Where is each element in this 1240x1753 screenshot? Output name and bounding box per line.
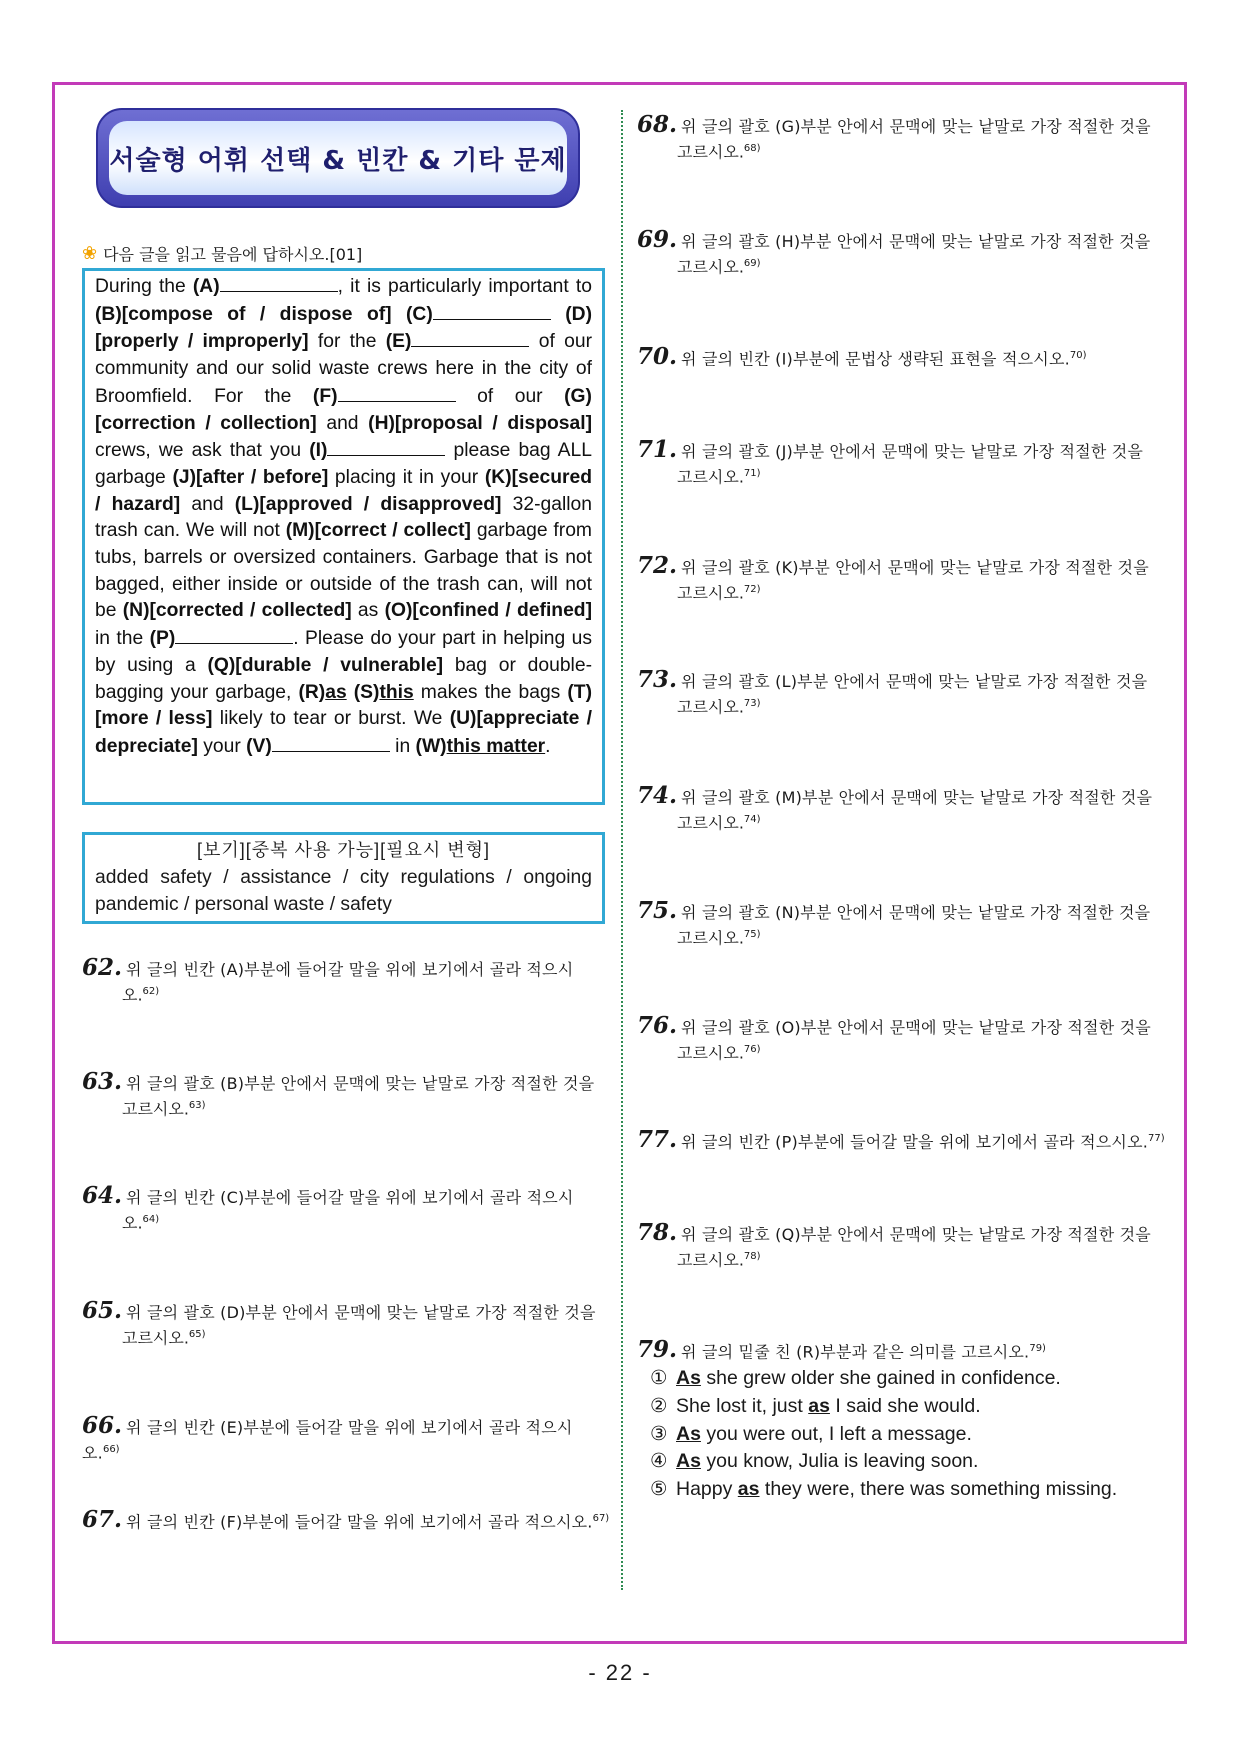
blank-e xyxy=(411,328,529,347)
blank-a xyxy=(220,273,338,292)
question-64: 64. 위 글의 빈칸 (C)부분에 들어갈 말을 위에 보기에서 골라 적으시 오.$^{64)}$ xyxy=(82,1182,574,1233)
question-78: 78. 위 글의 괄호 (Q)부분 안에서 문맥에 맞는 낱말로 가장 적절한 것을 고르시오.$^{78)}$ xyxy=(637,1219,1151,1270)
page-number: - 22 - xyxy=(588,1660,652,1685)
option-4[interactable]: ④ As you know, Julia is leaving soon. xyxy=(650,1450,979,1473)
instruction xyxy=(82,242,362,265)
word-box xyxy=(82,832,605,924)
question-68: 68. 위 글의 괄호 (G)부분 안에서 문맥에 맞는 낱말로 가장 적절한 것을 고르시오.$^{68)}$ xyxy=(637,111,1151,162)
blank-i xyxy=(327,437,445,456)
answer-options xyxy=(650,1365,1117,1504)
section-title-banner xyxy=(96,108,580,208)
question-79: 79. 위 글의 밑줄 친 (R)부분과 같은 의미를 고르시오.$^{79)}$ xyxy=(637,1336,1046,1364)
question-73: 73. 위 글의 괄호 (L)부분 안에서 문맥에 맞는 낱말로 가장 적절한 것을 고르시오.$^{73)}$ xyxy=(637,666,1148,717)
option-5[interactable]: ⑤ Happy as they were, there was something missing. xyxy=(650,1478,1118,1501)
blank-c xyxy=(433,301,551,320)
question-74: 74. 위 글의 괄호 (M)부분 안에서 문맥에 맞는 낱말로 가장 적절한 것을 고르시오.$^{74)}$ xyxy=(637,782,1153,833)
option-2[interactable]: ② She lost it, just as I said she would. xyxy=(650,1394,981,1417)
option-3[interactable]: ③ As you were out, I left a message. xyxy=(650,1422,972,1445)
question-71: 71. 위 글의 괄호 (J)부분 안에서 문맥에 맞는 낱말로 가장 적절한 것을 고르시오.$^{71)}$ xyxy=(637,436,1144,487)
question-67: 67. 위 글의 빈칸 (F)부분에 들어갈 말을 위에 보기에서 골라 적으시오.$^{67)}$ xyxy=(82,1506,610,1534)
question-63: 63. 위 글의 괄호 (B)부분 안에서 문맥에 맞는 낱말로 가장 적절한 것을 고르시오.$^{63)}$ xyxy=(82,1068,595,1119)
question-62: 62. 위 글의 빈칸 (A)부분에 들어갈 말을 위에 보기에서 골라 적으시 오.$^{62)}$ xyxy=(82,954,574,1005)
question-77: 77. 위 글의 빈칸 (P)부분에 들어갈 말을 위에 보기에서 골라 적으시오.$^{77)}$ xyxy=(637,1126,1165,1154)
question-65: 65. 위 글의 괄호 (D)부분 안에서 문맥에 맞는 낱말로 가장 적절한 것을 고르시오.$^{65)}$ xyxy=(82,1297,596,1348)
question-76: 76. 위 글의 괄호 (O)부분 안에서 문맥에 맞는 낱말로 가장 적절한 것을 고르시오.$^{76)}$ xyxy=(637,1012,1151,1063)
word-box-options: added safety / assistance / city regulations / ongoing pandemic / personal waste / safety xyxy=(95,867,592,915)
question-66: 66. 위 글의 빈칸 (E)부분에 들어갈 말을 위에 보기에서 골라 적으시오.$^{66)}$ xyxy=(82,1412,573,1463)
word-box-title: [보기][중복 사용 가능][필요시 변형] xyxy=(196,840,491,860)
question-75: 75. 위 글의 괄호 (N)부분 안에서 문맥에 맞는 낱말로 가장 적절한 것을 고르시오.$^{75)}$ xyxy=(637,897,1151,948)
question-69: 69. 위 글의 괄호 (H)부분 안에서 문맥에 맞는 낱말로 가장 적절한 것을 고르시오.$^{69)}$ xyxy=(637,226,1151,277)
flower-icon: ❀ xyxy=(82,243,98,264)
blank-v xyxy=(272,733,390,752)
reading-passage: During the (A) , it is particularly important to (B)[compose of / dispose of] (C) (D)[properly / improperly] for the (E) of our community and our solid waste crews here in the city of Broomfield. For the (F) of our (G)[correction / collection] and (H)[proposal / disposal] crews, we ask that you (I) please bag ALL garbage (J)[after / before] placing it in your (K)[secured / hazard] and (L)[approved / disapproved] 32-gallon trash can. We will not (M)[correct / collect] garbage from tubs, barrels or oversized containers. Garbage that is not bagged, either inside or outside of the trash can, will not be (N)[corrected / collected] as (O)[confined / defined] in the (P) . Please do your part in helping us by using a (Q)[durable / vulnerable] bag or double-bagging your garbage, (R)as (S)this makes the bags (T)[more / less] likely to tear or burst. We (U)[appreciate / depreciate] your (V) in (W)this matter. xyxy=(82,268,605,805)
option-1[interactable]: ① As she grew older she gained in confidence. xyxy=(650,1367,1061,1389)
column-divider xyxy=(621,110,623,1590)
instruction-text: 다음 글을 읽고 물음에 답하시오.[01] xyxy=(103,245,363,264)
section-title: 서술형 어휘 선택 & 빈칸 & 기타 문제 xyxy=(109,145,567,176)
question-72: 72. 위 글의 괄호 (K)부분 안에서 문맥에 맞는 낱말로 가장 적절한 것을 고르시오.$^{72)}$ xyxy=(637,552,1149,603)
question-70: 70. 위 글의 빈칸 (I)부분에 문법상 생략된 표현을 적으시오.$^{70)}$ xyxy=(637,343,1087,371)
blank-p xyxy=(175,625,293,644)
blank-f xyxy=(338,383,456,402)
